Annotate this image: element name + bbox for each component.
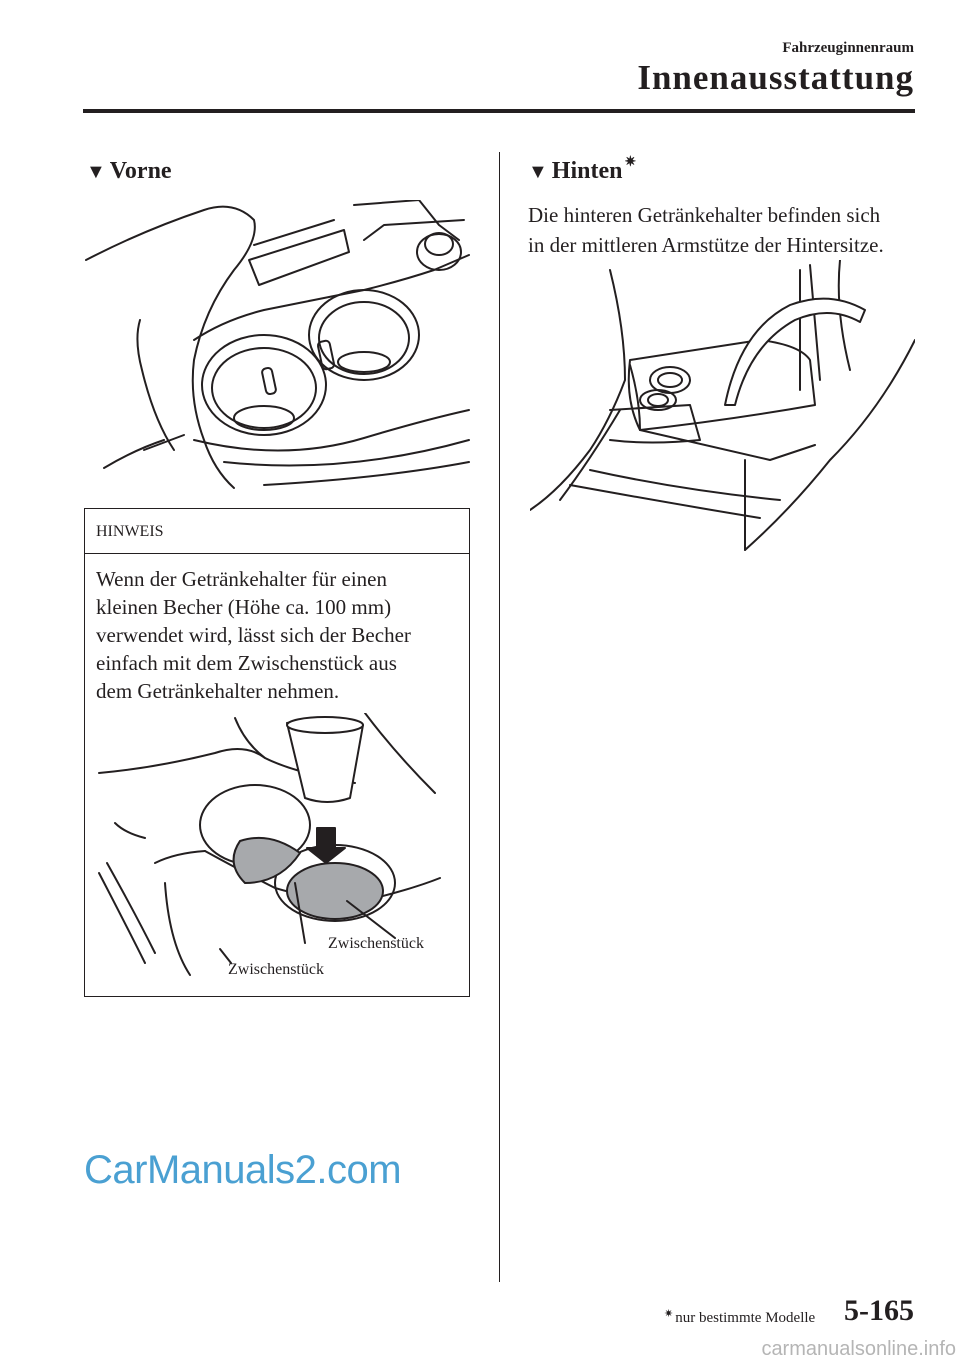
note-title: HINWEIS: [96, 523, 164, 540]
note-text: [96, 565, 461, 705]
note-line: verwendet wird, lässt sich der Becher: [96, 623, 411, 647]
rear-description-line: in der mittleren Armstütze der Hintersitze.: [528, 233, 884, 257]
note-box: [84, 508, 470, 997]
rear-description-line: Die hinteren Getränkehalter befinden sich: [528, 203, 881, 227]
front-cupholder-illustration: [84, 200, 474, 490]
note-title-bar: [85, 509, 469, 554]
optional-star-icon: ✷: [624, 155, 637, 170]
site-footer-link[interactable]: carmanualsonline.info: [761, 1338, 956, 1360]
page-number: 5-165: [844, 1294, 914, 1327]
rear-description: [528, 200, 928, 260]
note-line: Wenn der Getränkehalter für einen: [96, 567, 387, 591]
heading-hinten: [528, 155, 637, 185]
callout-adapter-1: Zwischenstück: [328, 935, 424, 952]
optional-star-icon: ✷: [664, 1308, 674, 1320]
footer-note-label: nur bestimmte Modelle: [675, 1310, 816, 1326]
rear-armrest-cupholder-illustration: [530, 260, 915, 555]
note-line: kleinen Becher (Höhe ca. 100 mm): [96, 595, 392, 619]
triangle-marker-icon: ▼: [528, 161, 548, 183]
watermark-link[interactable]: CarManuals2.com: [84, 1148, 402, 1192]
heading-vorne-label: Vorne: [109, 158, 172, 184]
note-line: einfach mit dem Zwischenstück aus: [96, 651, 397, 675]
column-divider: [499, 152, 500, 1282]
triangle-marker-icon: ▼: [86, 161, 106, 183]
heading-vorne: [86, 158, 172, 185]
section-title: Innenausstattung: [637, 58, 914, 97]
callout-adapter-2: Zwischenstück: [228, 961, 324, 978]
header-rule: [83, 109, 915, 113]
note-line: dem Getränkehalter nehmen.: [96, 679, 340, 703]
chapter-title: Fahrzeuginnenraum: [782, 40, 914, 56]
heading-hinten-label: Hinten: [551, 158, 623, 184]
footer-note: [664, 1310, 815, 1327]
